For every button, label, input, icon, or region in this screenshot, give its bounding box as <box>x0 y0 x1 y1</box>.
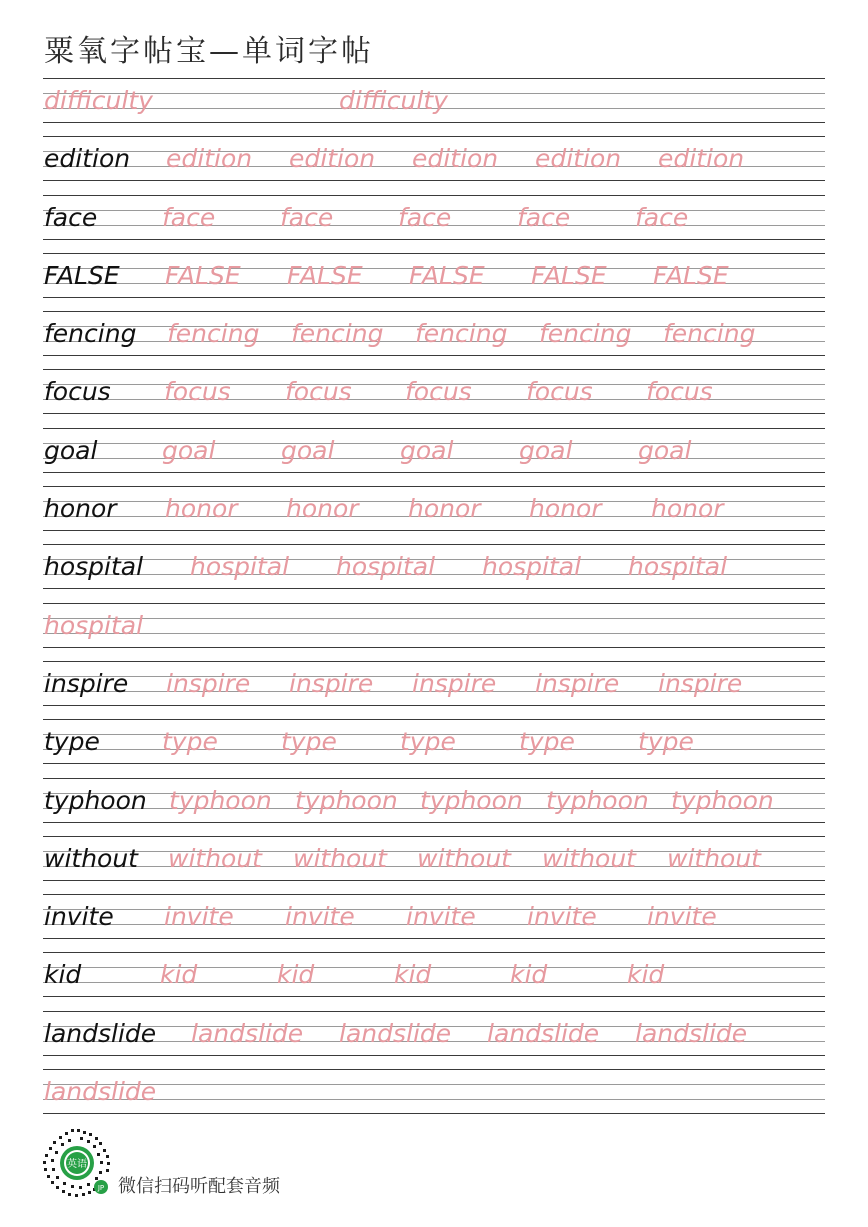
main-word: face <box>44 202 98 232</box>
trace-word: invite <box>285 902 355 932</box>
practice-row <box>43 369 825 427</box>
trace-word: focus <box>164 377 231 407</box>
trace-word: goal <box>162 435 216 465</box>
trace-word: kid <box>510 960 548 990</box>
trace-word: landslide <box>44 1077 157 1107</box>
trace-word: edition <box>289 144 376 174</box>
trace-word: landslide <box>635 1018 748 1048</box>
trace-word: edition <box>535 144 622 174</box>
main-word: without <box>44 843 138 873</box>
trace-word: goal <box>519 435 573 465</box>
trace-word: difficulty <box>339 86 448 115</box>
main-word: hospital <box>44 552 144 582</box>
practice-row <box>43 486 825 544</box>
trace-word: without <box>168 843 262 873</box>
trace-word: hospital <box>336 552 436 582</box>
main-word: FALSE <box>44 260 120 290</box>
trace-word: FALSE <box>531 260 607 290</box>
trace-word: without <box>417 843 511 873</box>
trace-word: hospital <box>190 552 290 582</box>
main-word: edition <box>44 144 131 174</box>
trace-word: landslide <box>191 1018 304 1048</box>
trace-word: type <box>281 727 337 757</box>
trace-word: honor <box>651 494 724 524</box>
trace-word: goal <box>400 435 454 465</box>
practice-row <box>43 603 825 661</box>
practice-sheet <box>43 78 825 1127</box>
practice-row <box>43 428 825 486</box>
trace-word: fencing <box>539 319 632 349</box>
practice-row <box>43 195 825 253</box>
trace-word: type <box>162 727 218 757</box>
trace-word: landslide <box>339 1018 452 1048</box>
trace-word: hospital <box>482 552 582 582</box>
main-word: goal <box>44 435 98 465</box>
scan-hint: 微信扫码听配套音频 <box>118 1176 280 1197</box>
trace-word: hospital <box>44 610 144 640</box>
trace-word: FALSE <box>409 260 485 290</box>
trace-word: honor <box>529 494 602 524</box>
practice-row <box>43 1011 825 1069</box>
trace-word: inspire <box>166 668 251 698</box>
trace-word: face <box>517 202 571 232</box>
trace-word: typhoon <box>420 785 523 815</box>
main-word: landslide <box>44 1018 157 1048</box>
trace-word: edition <box>412 144 499 174</box>
qr-mini-label: JP <box>97 1184 105 1192</box>
trace-word: type <box>519 727 575 757</box>
trace-word: invite <box>406 902 476 932</box>
trace-word: face <box>398 202 452 232</box>
trace-word: kid <box>627 960 665 990</box>
trace-word: inspire <box>658 668 743 698</box>
practice-row <box>43 719 825 777</box>
practice-row <box>43 136 825 194</box>
trace-word: landslide <box>487 1018 600 1048</box>
trace-word: FALSE <box>653 260 729 290</box>
practice-row <box>43 836 825 894</box>
trace-word: focus <box>285 377 352 407</box>
trace-word: hospital <box>628 552 728 582</box>
trace-word: inspire <box>289 668 374 698</box>
main-word: focus <box>44 377 111 407</box>
trace-word: inspire <box>412 668 497 698</box>
trace-word: without <box>667 843 761 873</box>
trace-word: edition <box>658 144 745 174</box>
trace-word: focus <box>646 377 713 407</box>
trace-word: face <box>162 202 216 232</box>
main-word: type <box>44 727 100 757</box>
trace-word: difficulty <box>44 86 153 115</box>
trace-word: fencing <box>167 319 260 349</box>
trace-word: face <box>635 202 689 232</box>
qr-code-icon <box>41 1127 113 1199</box>
trace-word: type <box>400 727 456 757</box>
main-word: fencing <box>44 319 137 349</box>
trace-word: FALSE <box>287 260 363 290</box>
trace-word: face <box>280 202 334 232</box>
trace-word: goal <box>281 435 335 465</box>
trace-word: honor <box>286 494 359 524</box>
practice-row <box>43 894 825 952</box>
practice-row <box>43 253 825 311</box>
trace-word: typhoon <box>169 785 272 815</box>
main-word: invite <box>44 902 114 932</box>
trace-word: typhoon <box>295 785 398 815</box>
trace-word: typhoon <box>671 785 774 815</box>
trace-word: without <box>542 843 636 873</box>
trace-word: fencing <box>291 319 384 349</box>
trace-word: type <box>638 727 694 757</box>
main-word: typhoon <box>44 785 147 815</box>
trace-word: kid <box>277 960 315 990</box>
practice-row <box>43 661 825 719</box>
trace-word: typhoon <box>546 785 649 815</box>
practice-row <box>43 1069 825 1127</box>
qr-badge-label: 英语 <box>67 1159 87 1170</box>
main-word: inspire <box>44 668 129 698</box>
trace-word: honor <box>165 494 238 524</box>
practice-row <box>43 778 825 836</box>
trace-word: fencing <box>415 319 508 349</box>
trace-word: invite <box>527 902 597 932</box>
trace-word: goal <box>638 435 692 465</box>
trace-word: kid <box>394 960 432 990</box>
trace-word: invite <box>164 902 234 932</box>
trace-word: invite <box>647 902 717 932</box>
trace-word: focus <box>405 377 472 407</box>
trace-word: focus <box>526 377 593 407</box>
main-word: kid <box>44 960 82 990</box>
practice-row <box>43 952 825 1010</box>
trace-word: without <box>293 843 387 873</box>
trace-word: kid <box>160 960 198 990</box>
practice-row <box>43 544 825 602</box>
practice-row <box>43 311 825 369</box>
trace-word: fencing <box>663 319 756 349</box>
trace-word: edition <box>166 144 253 174</box>
page-title: 粟氧字帖宝—单词字帖 <box>44 34 374 69</box>
practice-row <box>43 78 825 136</box>
trace-word: FALSE <box>165 260 241 290</box>
trace-word: inspire <box>535 668 620 698</box>
main-word: honor <box>44 494 117 524</box>
trace-word: honor <box>408 494 481 524</box>
